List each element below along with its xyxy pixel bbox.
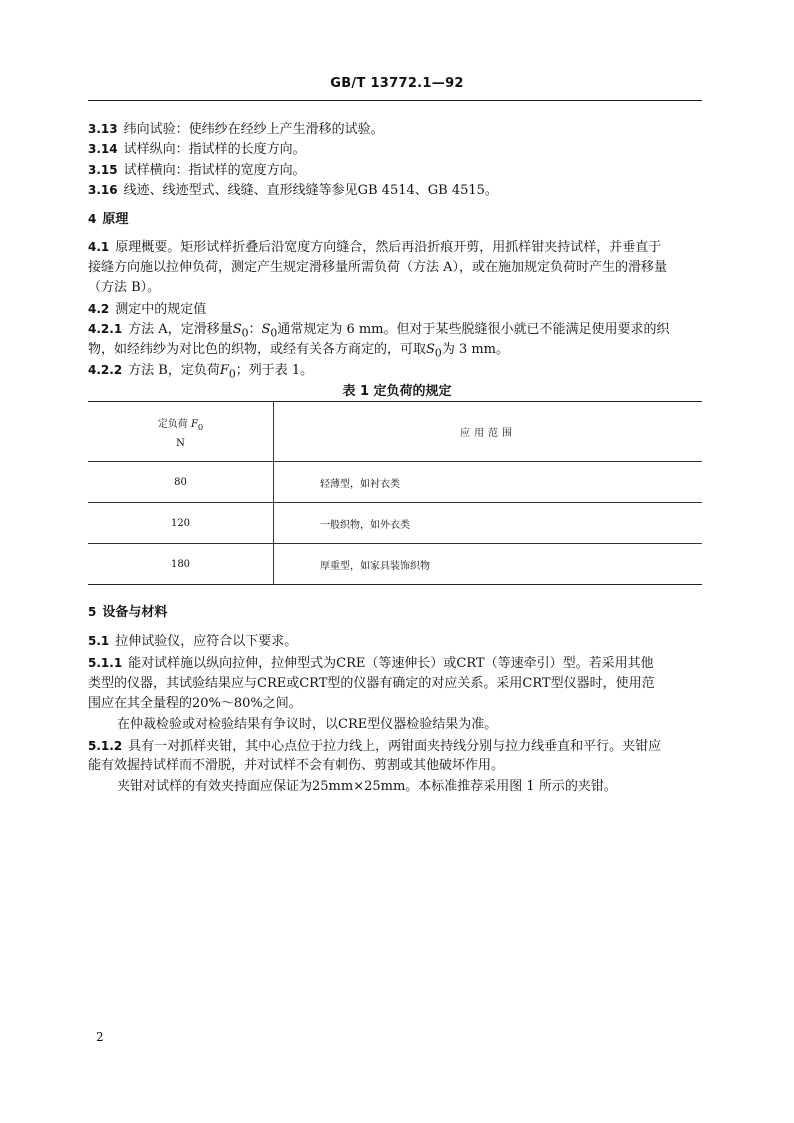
clause-5-1-2-line-1 xyxy=(88,738,708,755)
clause-5-1-1-line-2: 类型的仪器，其试验结果应与CRE或CRT型的仪器有确定的对应关系。采用CRT型仪器时，使用范 xyxy=(88,676,655,691)
clause-number: 5.1.2 xyxy=(88,739,123,753)
clause-text: 为 3 mm。 xyxy=(441,342,510,357)
clause-number: 5.1.1 xyxy=(88,656,123,670)
symbol-s: S xyxy=(232,322,242,337)
clause-text: 物，如经纬纱为对比色的织物，或经有关各方商定的，可取 xyxy=(88,342,427,357)
subscript: 0 xyxy=(241,326,249,340)
col-head-usage: 应用范围 xyxy=(274,402,703,462)
clause-number: 3.14 xyxy=(88,142,118,156)
load-table xyxy=(88,401,702,585)
clause-5-1-1-line-1 xyxy=(88,655,708,672)
section-number: 4 xyxy=(88,212,97,226)
clause-5-1 xyxy=(88,633,708,650)
clause-text: 试样纵向：指试样的长度方向。 xyxy=(123,142,306,157)
section-title: 设备与材料 xyxy=(102,605,168,620)
clause-5-1-1-note: 在仲裁检验或对检验结果有争议时，以CRE型仪器检验结果为准。 xyxy=(117,717,498,732)
clause-3-14 xyxy=(88,141,708,158)
clause-4-2-1-line-2 xyxy=(88,342,708,362)
col-head-load-label: 定负荷 xyxy=(157,418,188,430)
clause-number: 3.13 xyxy=(88,122,118,136)
table-header-row xyxy=(88,402,702,462)
clause-number: 4.1 xyxy=(88,240,110,254)
usage-cell: 一般织物，如外衣类 xyxy=(274,503,703,544)
clause-number: 3.15 xyxy=(88,163,118,177)
load-cell: 180 xyxy=(88,544,274,585)
subscript: 0 xyxy=(228,367,236,381)
subscript: 0 xyxy=(197,421,204,432)
colon: ： xyxy=(248,322,262,337)
clause-text: 原理概要。矩形试样折叠后沿宽度方向缝合，然后再沿折痕开剪，用抓样钳夹持试样，并垂直于 xyxy=(115,240,662,255)
clause-number: 4.2 xyxy=(88,302,110,316)
clause-number: 5.1 xyxy=(88,634,110,648)
clause-text: 通常规定为 6 mm。但对于某些脱缝很小就已不能满足使用要求的织 xyxy=(277,322,670,337)
subscript: 0 xyxy=(434,346,442,360)
clause-text: 方法 B，定负荷 xyxy=(128,363,220,378)
col-head-load xyxy=(88,402,274,462)
col-head-unit: N xyxy=(176,437,185,449)
clause-text: 试样横向：指试样的宽度方向。 xyxy=(123,163,306,178)
section-number: 5 xyxy=(88,605,97,619)
section-title: 原理 xyxy=(102,212,129,227)
page-number: 2 xyxy=(96,1030,104,1044)
clause-text: 具有一对抓样夹钳，其中心点位于拉力线上，两钳面夹持线分别与拉力线垂直和平行。夹钳应 xyxy=(128,739,662,754)
header-rule xyxy=(88,100,702,101)
clause-3-13 xyxy=(88,121,708,138)
clause-3-16 xyxy=(88,182,708,199)
standard-code-header: GB/T 13772.1—92 xyxy=(330,76,464,91)
clause-4-1-line-3: （方法 B）。 xyxy=(88,280,161,295)
load-cell: 80 xyxy=(88,462,274,503)
clause-4-2-1-line-1 xyxy=(88,321,708,342)
clause-text: 线迹、线迹型式、线缝、直形线缝等参见GB 4514、GB 4515。 xyxy=(123,183,498,198)
clause-number: 4.2.2 xyxy=(88,363,123,377)
clause-4-1-line-1 xyxy=(88,239,708,256)
clause-number: 3.16 xyxy=(88,183,118,197)
symbol-f: F xyxy=(219,363,229,378)
clause-4-1-line-2: 接缝方向施以拉伸负荷，测定产生规定滑移量所需负荷（方法 A），或在施加规定负荷时产生的滑移量 xyxy=(88,260,668,275)
clause-text: 纬向试验：使纬纱在经纱上产生滑移的试验。 xyxy=(123,122,384,137)
clause-number: 4.2.1 xyxy=(88,322,123,336)
table-row xyxy=(88,544,702,585)
subscript: 0 xyxy=(270,326,278,340)
clause-5-1-2-note: 夹钳对试样的有效夹持面应保证为25mm×25mm。本标准推荐采用图 1 所示的夹钳。 xyxy=(117,779,617,794)
symbol-s: S xyxy=(426,342,435,357)
table-row xyxy=(88,462,702,503)
clause-5-1-1-line-3: 围应在其全量程的20%～80%之间。 xyxy=(88,696,302,711)
clause-3-15 xyxy=(88,162,708,179)
clause-text: 方法 A，定滑移量 xyxy=(128,322,233,337)
clause-text: 拉伸试验仪，应符合以下要求。 xyxy=(115,634,298,649)
usage-cell: 轻薄型，如衬衣类 xyxy=(274,462,703,503)
symbol-s: S xyxy=(261,322,271,337)
table-caption: 表 1 定负荷的规定 xyxy=(342,384,452,399)
usage-cell: 厚重型，如家具装饰织物 xyxy=(274,544,703,585)
section-4-heading xyxy=(88,211,708,228)
symbol-f: F xyxy=(190,418,198,430)
clause-5-1-2-line-2: 能有效握持试样而不滑脱，并对试样不会有刺伤、剪割或其他破坏作用。 xyxy=(88,758,505,773)
clause-4-2 xyxy=(88,301,708,318)
clause-text: ；列于表 1。 xyxy=(235,363,314,378)
table-row xyxy=(88,503,702,544)
clause-text: 测定中的规定值 xyxy=(115,302,207,317)
section-5-heading xyxy=(88,604,708,621)
clause-text: 能对试样施以纵向拉伸，拉伸型式为CRE（等速伸长）或CRT（等速牵引）型。若采用其他 xyxy=(128,656,654,671)
load-cell: 120 xyxy=(88,503,274,544)
